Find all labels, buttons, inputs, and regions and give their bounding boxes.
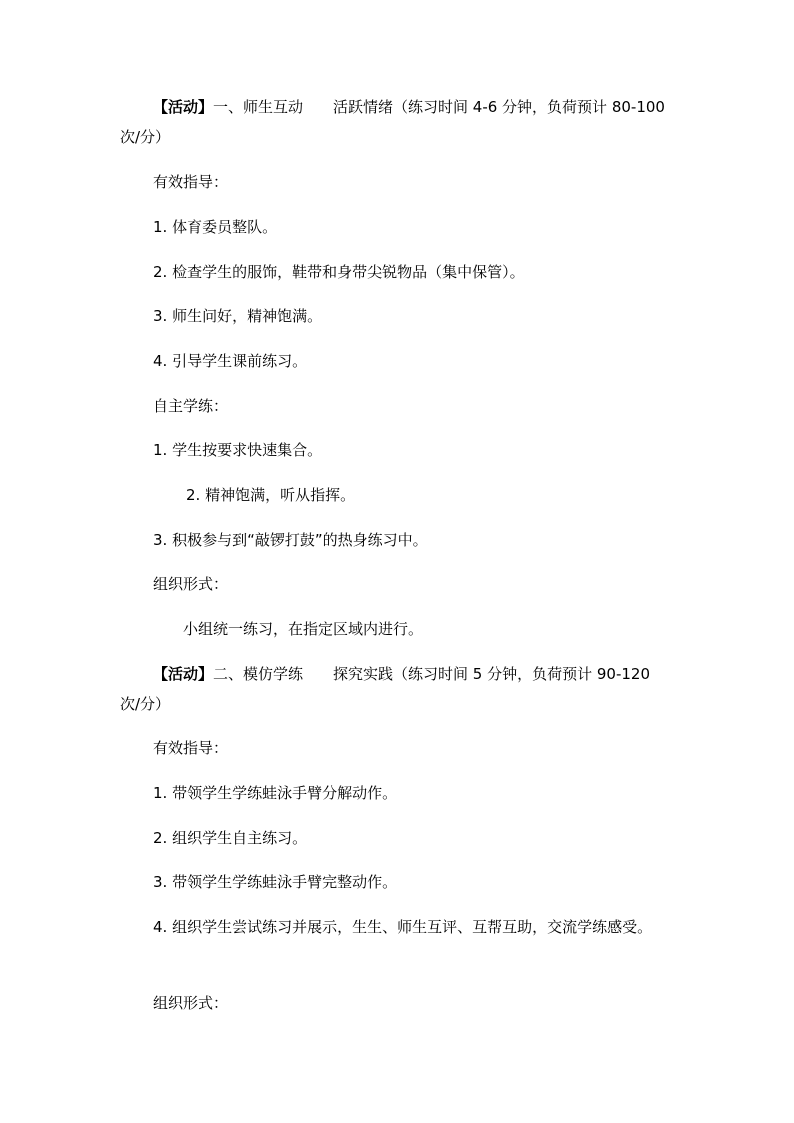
activity-2-guide-label: 有效指导： xyxy=(153,739,229,757)
activity-2-org-label: 组织形式： xyxy=(153,994,229,1012)
activity-1-heading-cont: 次/分） xyxy=(120,128,171,146)
activity-1-bracket: 【活动】 xyxy=(153,98,214,116)
activity-1-guide-item-1: 1. 体育委员整队。 xyxy=(153,218,278,236)
activity-2-guide-item-3: 3. 带领学生学练蛙泳手臂完整动作。 xyxy=(153,873,398,891)
activity-1-guide-item-3: 3. 师生问好，精神饱满。 xyxy=(153,307,323,325)
activity-2-title: 二、模仿学练 探究实践（练习时间 5 分钟，负荷预计 90-120 xyxy=(213,665,650,683)
activity-2-guide-item-1: 1. 带领学生学练蛙泳手臂分解动作。 xyxy=(153,784,398,802)
activity-1-self-item-2: 2. 精神饱满，听从指挥。 xyxy=(186,486,356,504)
activity-1-self-item-1: 1. 学生按要求快速集合。 xyxy=(153,441,323,459)
activity-1-title: 一、师生互动 活跃情绪（练习时间 4-6 分钟，负荷预计 80-100 xyxy=(213,98,665,116)
activity-1-guide-item-2: 2. 检查学生的服饰，鞋带和身带尖锐物品（集中保管）。 xyxy=(153,263,525,281)
activity-2-heading-cont: 次/分） xyxy=(120,695,171,713)
activity-1-self-label: 自主学练： xyxy=(153,397,229,415)
activity-2-heading xyxy=(153,664,650,684)
activity-1-guide-item-4: 4. 引导学生课前练习。 xyxy=(153,352,308,370)
activity-2-guide-item-2: 2. 组织学生自主练习。 xyxy=(153,829,308,847)
activity-1-guide-label: 有效指导： xyxy=(153,173,229,191)
activity-1-self-item-3: 3. 积极参与到“敲锣打鼓”的热身练习中。 xyxy=(153,531,428,549)
activity-1-heading xyxy=(153,97,665,117)
activity-1-org-label: 组织形式： xyxy=(153,575,229,593)
activity-2-bracket: 【活动】 xyxy=(153,665,214,683)
activity-2-guide-item-4: 4. 组织学生尝试练习并展示，生生、师生互评、互帮互助，交流学练感受。 xyxy=(153,918,653,936)
activity-1-org-text: 小组统一练习，在指定区域内进行。 xyxy=(183,620,424,638)
